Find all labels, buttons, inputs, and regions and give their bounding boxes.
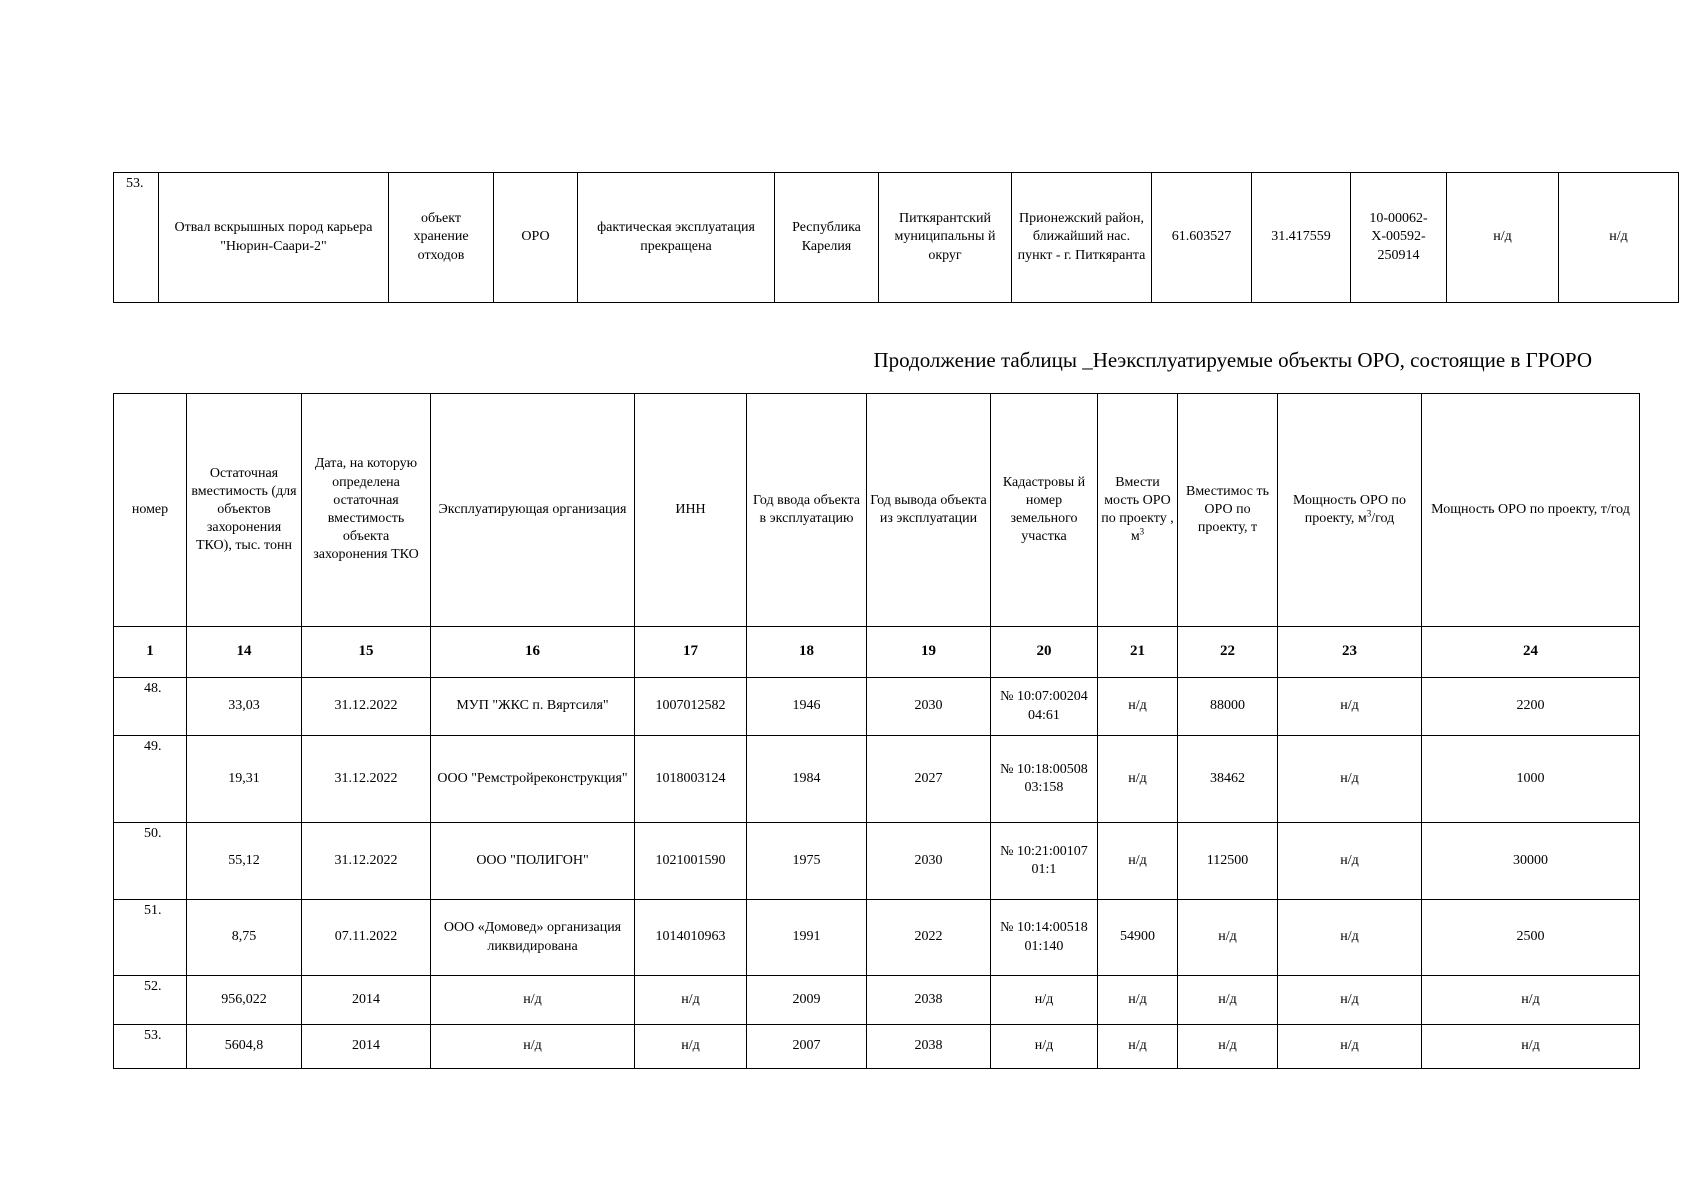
cell-cadastre: № 10:07:00204 04:61 [991, 678, 1098, 736]
index-cell: 20 [991, 627, 1098, 678]
header-power-t: Мощность ОРО по проекту, т/год [1422, 394, 1640, 627]
cell-org: ООО «Домовед» организация ликвидирована [431, 900, 635, 976]
object-field-2: н/д [1559, 173, 1679, 303]
object-region: Республика Карелия [775, 173, 879, 303]
index-cell: 24 [1422, 627, 1640, 678]
object-code: 10-00062-Х-00592-250914 [1351, 173, 1447, 303]
object-location: Прионежский район, ближайший нас. пункт - г. Питкяранта [1012, 173, 1152, 303]
cell-num: 48. [114, 678, 187, 736]
row-number: 53. [114, 173, 159, 303]
cell-year-in: 2009 [747, 976, 867, 1025]
index-cell: 22 [1178, 627, 1278, 678]
cell-cadastre: № 10:14:00518 01:140 [991, 900, 1098, 976]
index-cell: 16 [431, 627, 635, 678]
header-residual: Остаточная вместимость (для объектов захоронения ТКО), тыс. тонн [187, 394, 302, 627]
cell-inn: 1014010963 [635, 900, 747, 976]
cell-year-out: 2038 [867, 1025, 991, 1069]
cell-power-m3: н/д [1278, 823, 1422, 900]
cell-year-in: 1991 [747, 900, 867, 976]
cell-residual: 5604,8 [187, 1025, 302, 1069]
header-cadastre: Кадастровы й номер земельного участка [991, 394, 1098, 627]
cell-power-t: н/д [1422, 976, 1640, 1025]
object-type: объект хранение отходов [389, 173, 494, 303]
cell-inn: 1007012582 [635, 678, 747, 736]
cell-capacity-m3: н/д [1098, 976, 1178, 1025]
index-cell: 14 [187, 627, 302, 678]
cell-year-out: 2030 [867, 823, 991, 900]
cell-date: 31.12.2022 [302, 823, 431, 900]
cell-cadastre: № 10:18:00508 03:158 [991, 736, 1098, 823]
cell-date: 31.12.2022 [302, 736, 431, 823]
object-municipality: Питкярантский муниципальны й округ [879, 173, 1012, 303]
object-longitude: 31.417559 [1252, 173, 1351, 303]
cell-year-in: 1946 [747, 678, 867, 736]
table-row [114, 678, 1640, 736]
object-field-1: н/д [1447, 173, 1559, 303]
cell-power-m3: н/д [1278, 736, 1422, 823]
header-org: Эксплуатирующая организация [431, 394, 635, 627]
object-status: фактическая эксплуатация прекращена [578, 173, 775, 303]
cell-residual: 19,31 [187, 736, 302, 823]
cell-power-t: 1000 [1422, 736, 1640, 823]
table-row [114, 1025, 1640, 1069]
header-capacity-m3-sup: 3 [1139, 526, 1145, 537]
header-power-m3-pre: Мощность ОРО по проекту, м [1292, 492, 1407, 526]
index-cell: 21 [1098, 627, 1178, 678]
table-caption: Продолжение таблицы _Неэксплуатируемые объекты ОРО, состоящие в ГРОРО [873, 348, 1592, 372]
cell-capacity-t: 38462 [1178, 736, 1278, 823]
header-power-m3 [1278, 394, 1422, 627]
cell-org: н/д [431, 1025, 635, 1069]
cell-year-out: 2030 [867, 678, 991, 736]
cell-cadastre: № 10:21:00107 01:1 [991, 823, 1098, 900]
cell-capacity-m3: н/д [1098, 1025, 1178, 1069]
header-year-in: Год ввода объекта в эксплуатацию [747, 394, 867, 627]
cell-year-out: 2027 [867, 736, 991, 823]
header-date: Дата, на которую определена остаточная вместимость объекта захоронения ТКО [302, 394, 431, 627]
object-latitude: 61.603527 [1152, 173, 1252, 303]
cell-num: 52. [114, 976, 187, 1025]
cell-inn: 1018003124 [635, 736, 747, 823]
index-cell: 17 [635, 627, 747, 678]
cell-power-t: 2500 [1422, 900, 1640, 976]
object-name: Отвал вскрышных пород карьера "Нюрин-Саари-2" [159, 173, 389, 303]
cell-power-t: н/д [1422, 1025, 1640, 1069]
cell-inn: н/д [635, 1025, 747, 1069]
cell-inn: н/д [635, 976, 747, 1025]
cell-cadastre: н/д [991, 1025, 1098, 1069]
cell-org: ООО "Ремстройреконструкция" [431, 736, 635, 823]
cell-org: МУП "ЖКС п. Вяртсиля" [431, 678, 635, 736]
cell-year-in: 1975 [747, 823, 867, 900]
cell-capacity-m3: 54900 [1098, 900, 1178, 976]
cell-year-out: 2022 [867, 900, 991, 976]
top-table [113, 172, 1679, 303]
cell-capacity-m3: н/д [1098, 823, 1178, 900]
cell-residual: 956,022 [187, 976, 302, 1025]
cell-power-t: 2200 [1422, 678, 1640, 736]
index-cell: 1 [114, 627, 187, 678]
table-row [114, 823, 1640, 900]
cell-date: 31.12.2022 [302, 678, 431, 736]
cell-num: 51. [114, 900, 187, 976]
cell-power-m3: н/д [1278, 900, 1422, 976]
cell-capacity-t: н/д [1178, 900, 1278, 976]
cell-capacity-t: 88000 [1178, 678, 1278, 736]
cell-residual: 8,75 [187, 900, 302, 976]
cell-num: 49. [114, 736, 187, 823]
cell-capacity-t: н/д [1178, 976, 1278, 1025]
table-row [114, 976, 1640, 1025]
table-row [114, 900, 1640, 976]
header-inn: ИНН [635, 394, 747, 627]
header-num: номер [114, 394, 187, 627]
header-power-m3-sup: 3 [1366, 508, 1372, 519]
cell-residual: 55,12 [187, 823, 302, 900]
index-row [114, 627, 1640, 678]
cell-power-m3: н/д [1278, 1025, 1422, 1069]
table-row [114, 736, 1640, 823]
cell-inn: 1021001590 [635, 823, 747, 900]
cell-capacity-m3: н/д [1098, 736, 1178, 823]
cell-num: 53. [114, 1025, 187, 1069]
cell-year-in: 1984 [747, 736, 867, 823]
index-cell: 18 [747, 627, 867, 678]
cell-year-in: 2007 [747, 1025, 867, 1069]
cell-power-m3: н/д [1278, 678, 1422, 736]
cell-date: 2014 [302, 976, 431, 1025]
cell-org: ООО "ПОЛИГОН" [431, 823, 635, 900]
cell-power-t: 30000 [1422, 823, 1640, 900]
cell-num: 50. [114, 823, 187, 900]
cell-org: н/д [431, 976, 635, 1025]
cell-power-m3: н/д [1278, 976, 1422, 1025]
header-row [114, 394, 1640, 627]
cell-cadastre: н/д [991, 976, 1098, 1025]
cell-residual: 33,03 [187, 678, 302, 736]
index-cell: 23 [1278, 627, 1422, 678]
cell-capacity-m3: н/д [1098, 678, 1178, 736]
main-table [113, 393, 1640, 1069]
index-cell: 19 [867, 627, 991, 678]
object-category: ОРО [494, 173, 578, 303]
header-capacity-m3-text: Вмести мость ОРО по проекту , м [1101, 474, 1174, 545]
index-cell: 15 [302, 627, 431, 678]
data-rows [114, 678, 1640, 1069]
cell-date: 2014 [302, 1025, 431, 1069]
header-capacity-m3 [1098, 394, 1178, 627]
cell-year-out: 2038 [867, 976, 991, 1025]
top-table-row [114, 173, 1679, 303]
cell-capacity-t: н/д [1178, 1025, 1278, 1069]
header-year-out: Год вывода объекта из эксплуатации [867, 394, 991, 627]
header-capacity-t: Вместимос ть ОРО по проекту, т [1178, 394, 1278, 627]
cell-capacity-t: 112500 [1178, 823, 1278, 900]
header-power-m3-post: /год [1371, 511, 1395, 526]
cell-date: 07.11.2022 [302, 900, 431, 976]
